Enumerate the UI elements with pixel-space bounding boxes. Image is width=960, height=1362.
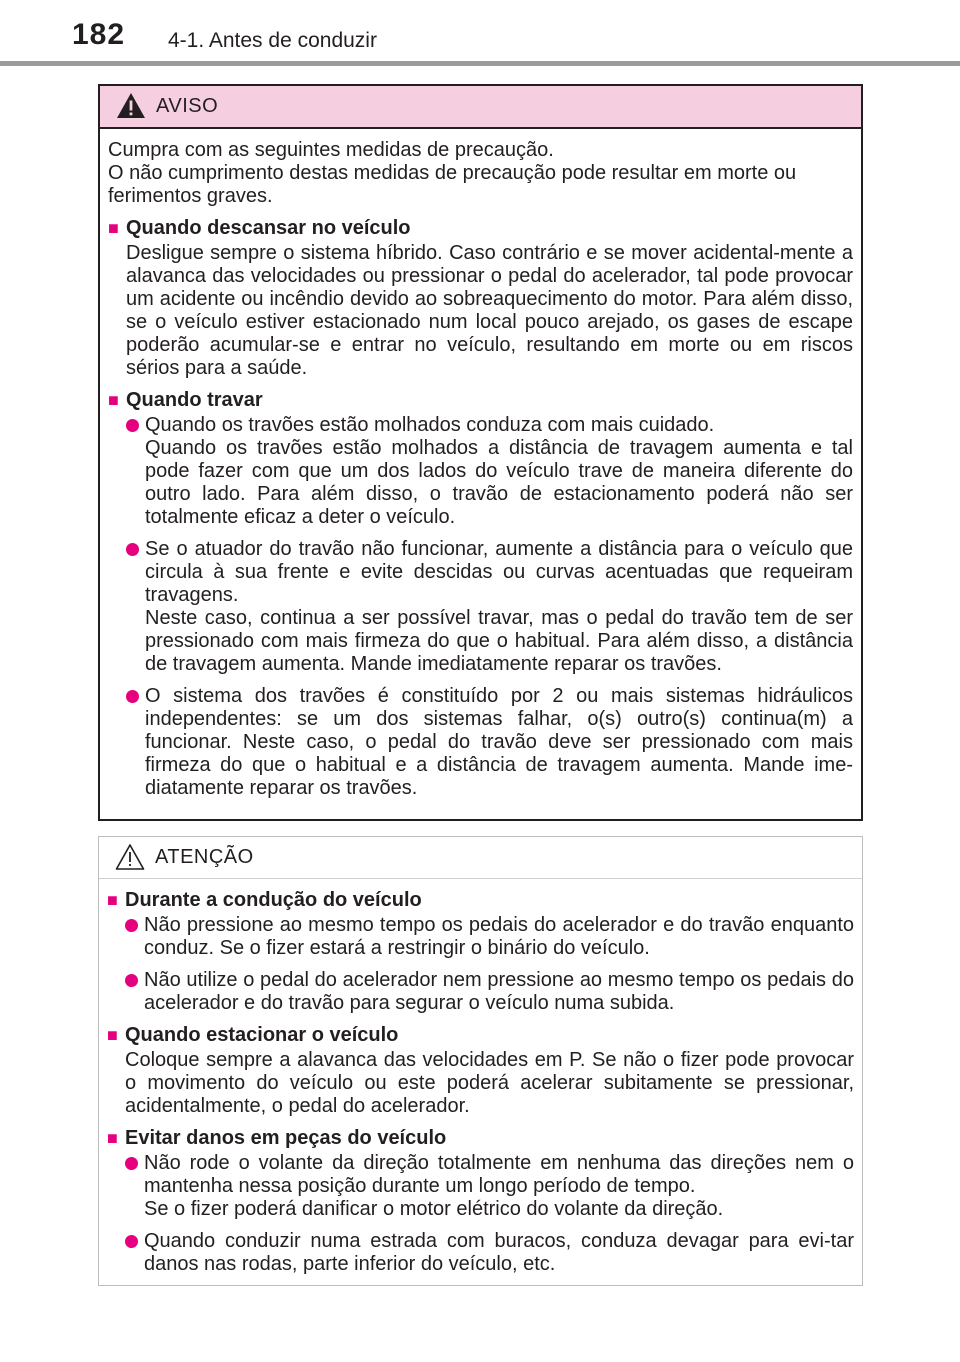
round-bullet-icon: [126, 690, 139, 703]
warning-intro: [108, 139, 853, 208]
list-item-text: Quando conduzir numa estrada com buracos, conduza devagar para evi-tar danos nas rodas, parte inferior do veículo, etc.: [144, 1230, 854, 1275]
square-bullet-icon: ■: [108, 218, 119, 238]
section-heading: [107, 1024, 854, 1047]
list-item-text: Quando os travões estão molhados a distância de travagem aumenta e tal pode fazer com que um dos lados do veículo trave de maneira diferente do outro lado. Para além disso, o travão de estacionamento poderá não ser totalmente eficaz a deter o veículo.: [145, 437, 853, 528]
section-heading-text: Quando descansar no veículo: [126, 217, 411, 239]
square-bullet-icon: ■: [107, 890, 118, 910]
round-bullet-icon: [125, 1235, 138, 1248]
section-heading: [107, 889, 854, 912]
list-item-text: Neste caso, continua a ser possível travar, mas o pedal do travão tem de ser pressionado com mais firmeza do que o habitual. Para além disso, a distância de travagem aumenta. Mande imediatamente reparar os travões.: [145, 607, 853, 675]
caution-section-parts: [107, 1127, 854, 1276]
warning-body: [100, 129, 861, 800]
section-heading: [107, 1127, 854, 1150]
list-item: [107, 1152, 854, 1221]
list-item: [108, 414, 853, 529]
warning-triangle-icon: [116, 92, 146, 120]
paragraph-text: Desligue sempre o sistema híbrido. Caso contrário e se mover acidental-mente a alavanca das velocidades ou pressionar o pedal do acelerador, tal pode provocar um acidente ou incêndio devido ao sobreaquecimento do motor. Para além disso, se o veículo estiver estacionado num local pouco arejado, os gases de escape poderão acumular-se e entrar no veículo, resultando em morte ou em riscos sérios para a saúde.: [126, 242, 853, 379]
warning-label: AVISO: [156, 95, 219, 117]
page-number: 182: [72, 18, 126, 51]
caution-section-driving: [107, 889, 854, 1015]
intro-line: Cumpra com as seguintes medidas de precaução.: [108, 139, 554, 161]
square-bullet-icon: ■: [107, 1128, 118, 1148]
caution-triangle-icon: [115, 843, 145, 871]
section-heading-text: Evitar danos em peças do veículo: [125, 1127, 447, 1149]
section-heading: [108, 389, 853, 412]
round-bullet-icon: [125, 974, 138, 987]
header-rule: [0, 61, 960, 66]
list-item: [107, 1230, 854, 1276]
section-title: 4-1. Antes de conduzir: [168, 29, 377, 52]
list-item-text: O sistema dos travões é constituído por 2 ou mais sistemas hidráulicos independentes: se um dos sistemas falhar, o(s) outro(s) continua(m) a funcionar. Neste caso, o pedal do travão deve ser pressionado com mais firmeza do que o habitual e a distância de travagem aumenta. Mande ime-diatamente reparar os travões.: [145, 685, 853, 799]
list-item-text: Não pressione ao mesmo tempo os pedais do acelerador e do travão enquanto conduz. Se o fizer estará a restringir o binário do veículo.: [144, 914, 854, 959]
section-paragraph: [126, 242, 853, 380]
page-header: [0, 0, 960, 68]
list-item-text: Se o atuador do travão não funcionar, aumente a distância para o veículo que circula à sua frente e evite descidas ou curvas acentuadas que requeiram travagens.: [145, 538, 853, 606]
section-heading-text: Quando travar: [126, 389, 263, 411]
round-bullet-icon: [125, 919, 138, 932]
caution-body: [99, 879, 862, 1276]
list-item: [107, 914, 854, 960]
section-paragraph: [125, 1049, 854, 1118]
square-bullet-icon: ■: [108, 390, 119, 410]
list-item-text: Quando os travões estão molhados conduza com mais cuidado.: [145, 414, 715, 436]
list-item: [108, 685, 853, 800]
paragraph-text: Coloque sempre a alavanca das velocidades em P. Se não o fizer pode provocar o movimento do veículo ou este poderá acelerar subitamente se pressionar, acidentalmente, o pedal do acelerador.: [125, 1049, 854, 1117]
warning-section-resting: [108, 217, 853, 380]
round-bullet-icon: [126, 419, 139, 432]
section-heading-text: Quando estacionar o veículo: [125, 1024, 399, 1046]
square-bullet-icon: ■: [107, 1025, 118, 1045]
caution-box: [98, 836, 863, 1286]
section-heading-text: Durante a condução do veículo: [125, 889, 422, 911]
round-bullet-icon: [126, 543, 139, 556]
warning-section-braking: [108, 389, 853, 800]
caution-header: [99, 837, 862, 879]
list-item-text: Não utilize o pedal do acelerador nem pressione ao mesmo tempo os pedais do acelerador e do travão para segurar o veículo numa subida.: [144, 969, 854, 1014]
list-item: [107, 969, 854, 1015]
list-item-text: Não rode o volante da direção totalmente em nenhuma das direções nem o mantenha nessa posição durante um longo período de tempo.: [144, 1152, 854, 1197]
round-bullet-icon: [125, 1157, 138, 1170]
warning-box: [98, 84, 863, 821]
section-heading: [108, 217, 853, 240]
list-item: [108, 538, 853, 676]
caution-label: ATENÇÃO: [155, 846, 254, 868]
caution-section-parking: [107, 1024, 854, 1118]
list-item-text: Se o fizer poderá danificar o motor elétrico do volante da direção.: [144, 1198, 724, 1220]
intro-line: O não cumprimento destas medidas de precaução pode resultar em morte ou ferimentos graves.: [108, 162, 797, 207]
warning-header: [100, 86, 861, 129]
